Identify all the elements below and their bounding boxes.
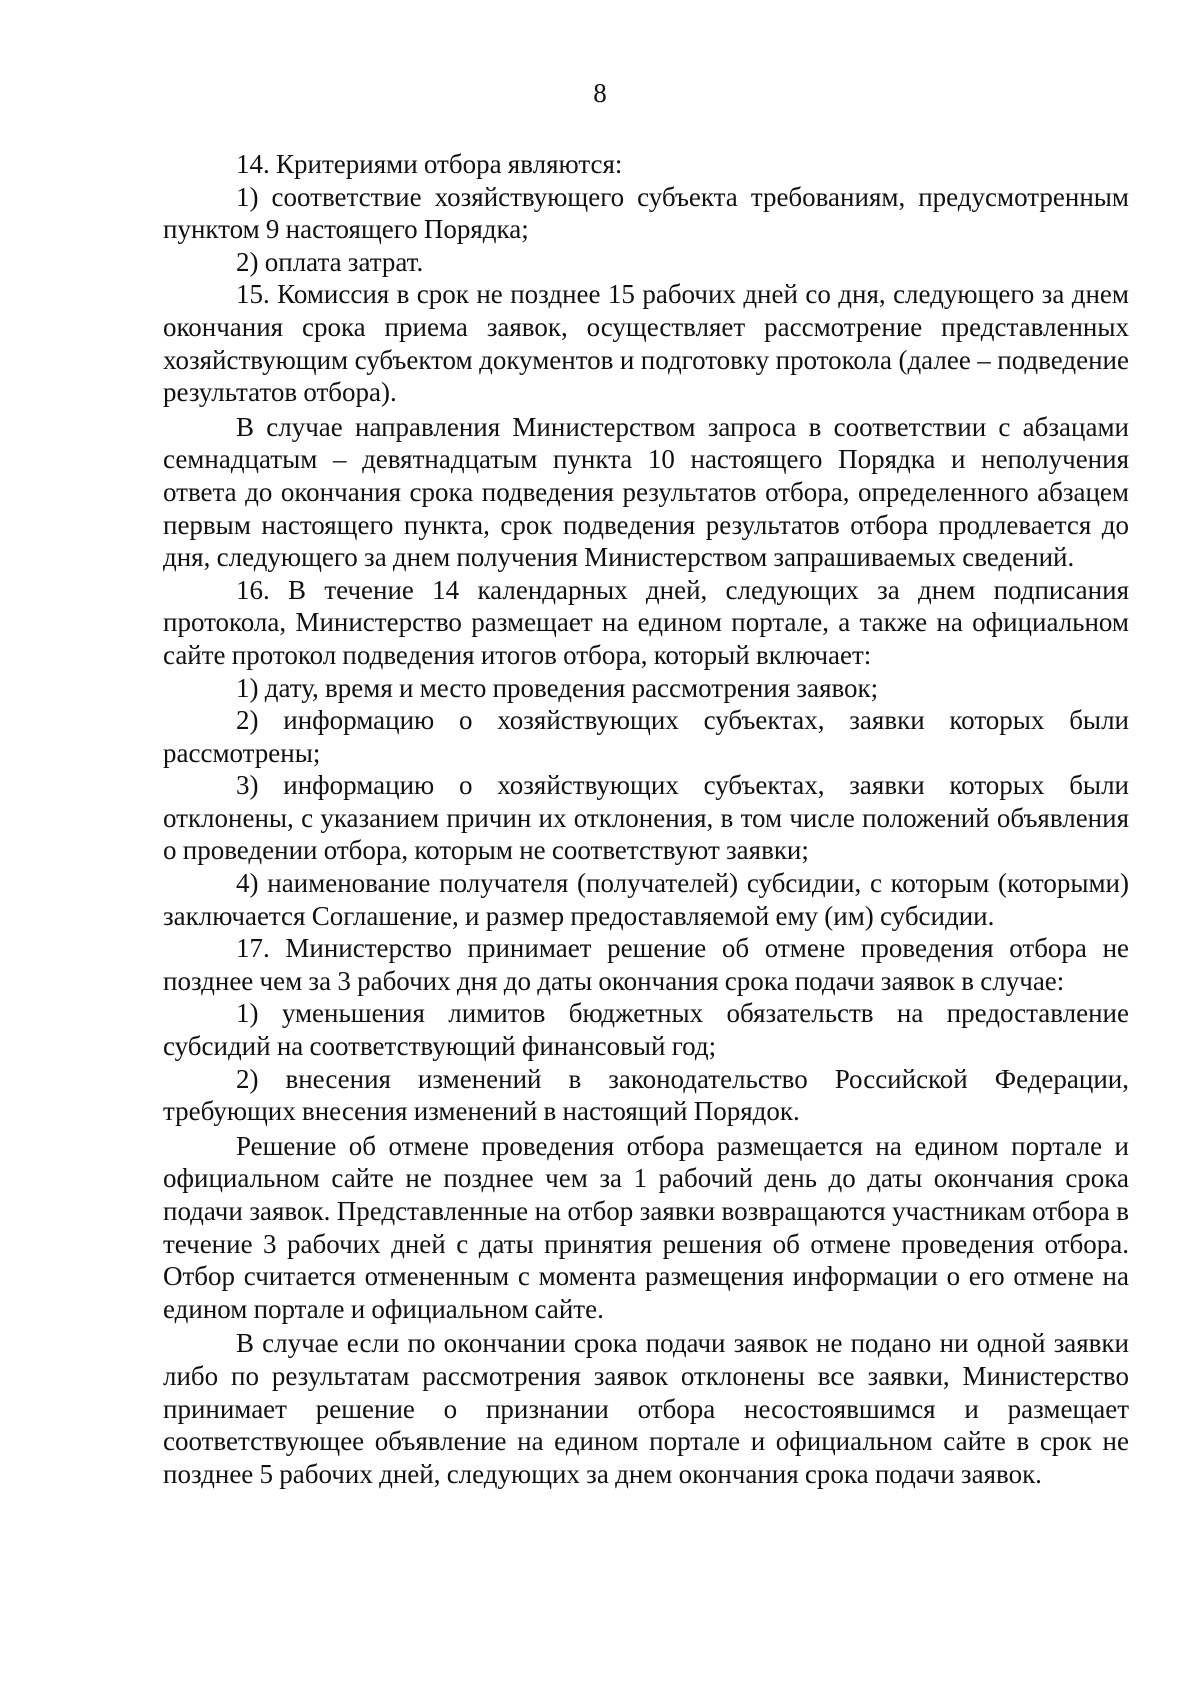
- paragraph-criteria-heading: 14. Критериями отбора являются:: [236, 149, 623, 179]
- paragraph-17-failed-selection: В случае если по окончании срока подачи заявок не подано ни одной заявки либо по результатам рассмотрения заявок отклонены все заявки, Министерство принимает решение о признании отбора несостоявшимся и размещает соответствующее объявление на едином портале и официальном сайте в срок не позднее 5 рабочих дней, следующих за днем окончания срока подачи заявок.: [163, 1328, 1129, 1489]
- paragraph-17-item-2: 2) внесения изменений в законодательство Российской Федерации, требующих внесения изменений в настоящий Порядок.: [163, 1063, 1129, 1127]
- paragraph-criteria-2: 2) оплата затрат.: [236, 246, 424, 277]
- document-body: [163, 148, 1129, 1490]
- page-number: 8: [593, 78, 607, 108]
- paragraph-16-item-1: 1) дату, время и место проведения рассмотрения заявок;: [236, 672, 879, 703]
- paragraph-16: 16. В течение 14 календарных дней, следующих за днем подписания протокола, Министерство размещает на едином портале, а также на официальном сайте протокол подведения итогов отбора, который включает:: [163, 574, 1129, 670]
- paragraph-16-item-4: 4) наименование получателя (получателей) субсидии, с которым (которыми) заключается Соглашение, и размер предоставляемой ему (им) субсидии.: [163, 868, 1129, 931]
- paragraph-17-item-1: 1) уменьшения лимитов бюджетных обязательств на предоставление субсидий на соответствующий финансовый год;: [163, 998, 1129, 1062]
- paragraph-15-extension: В случае направления Министерством запроса в соответствии с абзацами семнадцатым – девятнадцатым пункта 10 настоящего Порядка и неполучения ответа до окончания срока подведения результатов отбора, определенного абзацем первым настоящего пункта, срок подведения результатов отбора продлевается до дня, следующего за днем получения Министерством запрашиваемых сведений.: [163, 411, 1129, 573]
- paragraph-criteria-1: 1) соответствие хозяйствующего субъекта требованиям, предусмотренным пунктом 9 настоящего Порядка;: [163, 181, 1129, 245]
- paragraph-17-cancellation: Решение об отмене проведения отбора размещается на едином портале и официальном сайте не позднее чем за 1 рабочий день до даты окончания срока подачи заявок. Представленные на отбор заявки возвращаются участникам отбора в течение 3 рабочих дней с даты принятия решения об отмене проведения отбора. Отбор считается отмененным с момента размещения информации о его отмене на едином портале и официальном сайте.: [163, 1130, 1129, 1324]
- paragraph-16-item-2: 2) информацию о хозяйствующих субъектах, заявки которых были рассмотрены;: [163, 705, 1129, 768]
- paragraph-16-item-3: 3) информацию о хозяйствующих субъектах, заявки которых были отклонены, с указанием причин их отклонения, в том числе положений объявления о проведении отбора, которым не соответствуют заявки;: [163, 770, 1129, 866]
- paragraph-17: 17. Министерство принимает решение об отмене проведения отбора не позднее чем за 3 рабочих дня до даты окончания срока подачи заявок в случае:: [163, 933, 1129, 996]
- paragraph-15: 15. Комиссия в срок не позднее 15 рабочих дней со дня, следующего за днем окончания срока приема заявок, осуществляет рассмотрение представленных хозяйствующим субъектом документов и подготовку протокола (далее – подведение результатов отбора).: [163, 279, 1129, 408]
